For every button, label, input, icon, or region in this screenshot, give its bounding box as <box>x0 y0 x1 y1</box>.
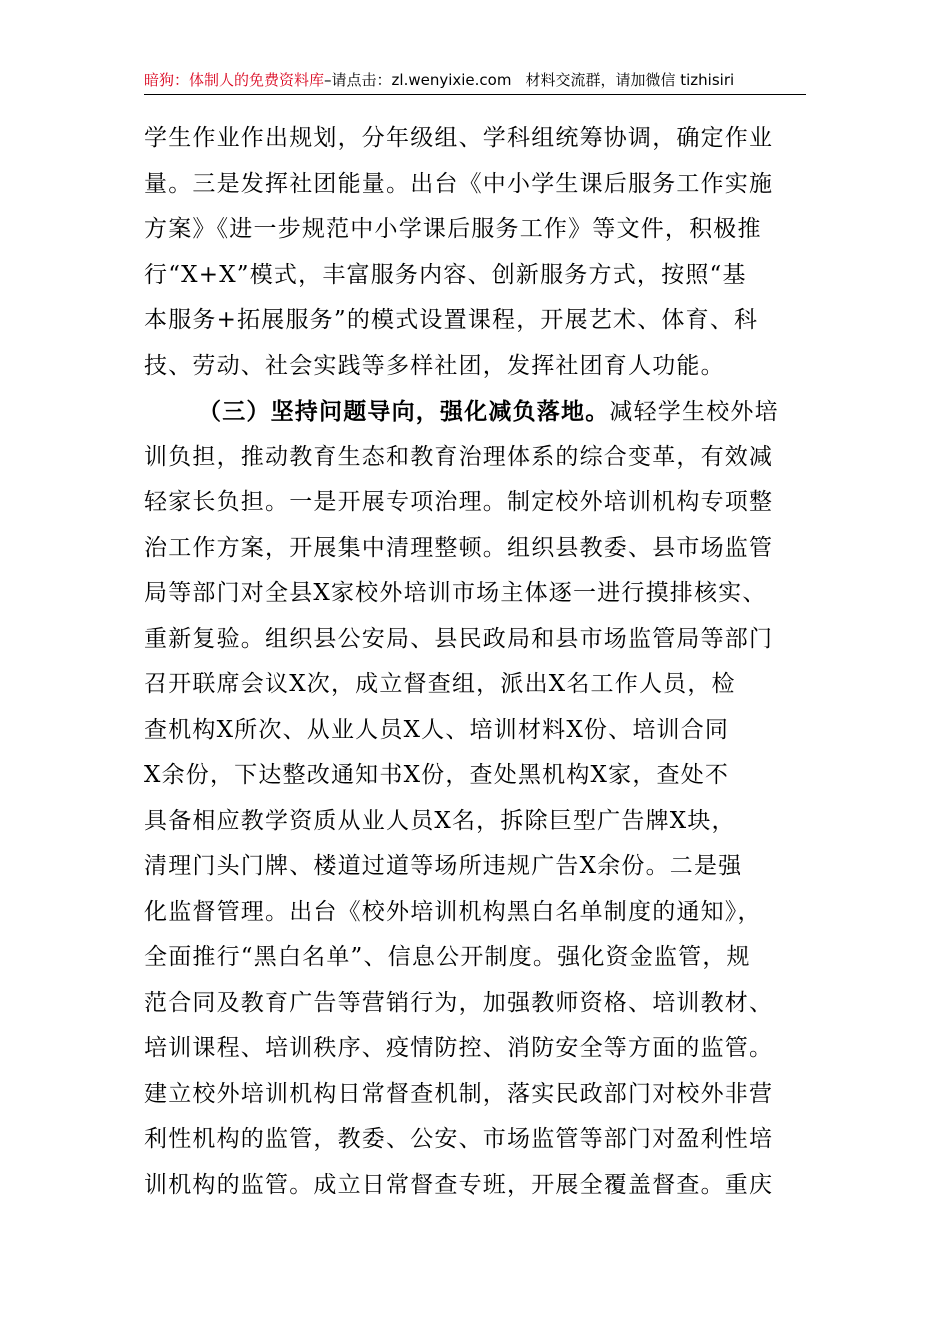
paragraph-line: 查机构X所次、从业人员X人、培训材料X份、培训合同 <box>144 716 730 743</box>
paragraph-line: 行“X+X”模式，丰富服务内容、创新服务方式，按照“基 <box>144 261 747 288</box>
header-wechat-note: 材料交流群，请加微信 tizhisiri <box>525 71 735 89</box>
paragraph-line: 技、劳动、社会实践等多样社团，发挥社团育人功能。 <box>144 352 725 379</box>
paragraph-line: 重新复验。组织县公安局、县民政局和县市场监管局等部门 <box>144 625 774 652</box>
paragraph-line: 局等部门对全县X家校外培训市场主体逐一进行摸排核实、 <box>144 580 767 606</box>
paragraph-line: 化监督管理。出台《校外培训机构黑白名单制度的通知》， <box>144 898 762 925</box>
paragraph-line: 量。三是发挥社团能量。出台《中小学生课后服务工作实施 <box>144 170 774 197</box>
header-url-link[interactable]: zl.wenyixie.com <box>391 71 512 89</box>
header-brand: 暗狗：体制人的免费资料库 <box>144 71 325 89</box>
paragraph-line: 训负担，推动教育生态和教育治理体系的综合变革，有效减 <box>144 443 774 470</box>
paragraph-line: 全面推行“黑白名单”、信息公开制度。强化资金监管，规 <box>144 944 751 970</box>
document-body <box>144 116 808 1208</box>
paragraph-line: 学生作业作出规划，分年级组、学科组统筹协调，确定作业 <box>144 125 774 151</box>
paragraph-line: 具备相应教学资质从业人员X名，拆除巨型广告牌X块， <box>144 807 736 834</box>
paragraph-line: 训机构的监管。成立日常督查专班，开展全覆盖督查。重庆 <box>144 1171 774 1198</box>
paragraph-line: 清理门头门牌、楼道过道等场所违规广告X余份。二是强 <box>144 853 743 879</box>
page-header <box>144 66 806 95</box>
paragraph-line: 本服务+拓展服务”的模式设置课程，开展艺术、体育、科 <box>144 307 759 333</box>
paragraph-line: 轻家长负担。一是开展专项治理。制定校外培训机构专项整 <box>144 489 774 515</box>
header-click-label: –请点击： <box>324 71 392 89</box>
paragraph-line: 建立校外培训机构日常督查机制，落实民政部门对校外非营 <box>144 1080 774 1107</box>
paragraph-line: 方案》《进一步规范中小学课后服务工作》等文件，积极推 <box>144 216 762 242</box>
paragraph-line: 范合同及教育广告等营销行为，加强教师资格、培训教材、 <box>144 989 774 1016</box>
section-heading: （三）坚持问题导向，强化减负落地。 <box>198 398 610 425</box>
paragraph-line: 利性机构的监管，教委、公安、市场监管等部门对盈利性培 <box>144 1126 774 1152</box>
section-first-line-rest: 减轻学生校外培 <box>609 399 779 425</box>
section-first-line <box>144 389 808 435</box>
paragraph-line: 治工作方案，开展集中清理整顿。组织县教委、县市场监管 <box>144 534 774 561</box>
paragraph-line: 培训课程、培训秩序、疫情防控、消防安全等方面的监管。 <box>144 1035 774 1061</box>
paragraph-line: X余份，下达整改通知书X份，查处黑机构X家，查处不 <box>144 762 730 788</box>
paragraph-line: 召开联席会议X次，成立督查组，派出X名工作人员，检 <box>144 671 736 697</box>
